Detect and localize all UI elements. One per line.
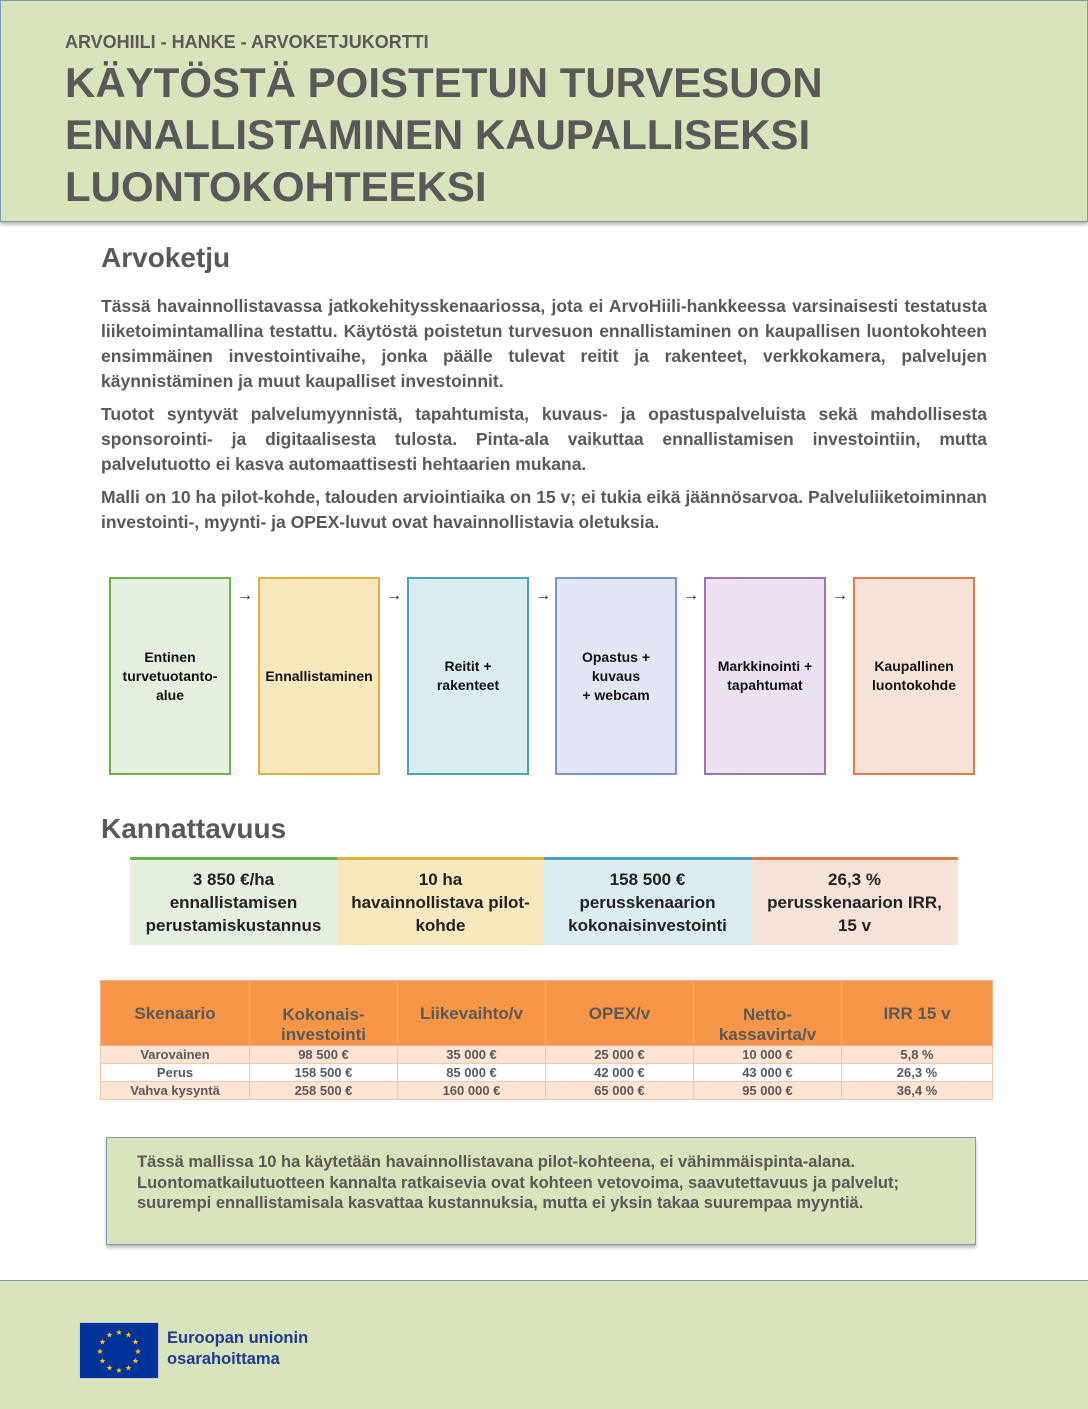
eu-star-icon: ★ — [98, 1337, 107, 1347]
page-header — [0, 0, 1088, 222]
table-cell: 258 500 € — [250, 1082, 398, 1100]
kpi-card: 26,3 % perusskenaarion IRR, 15 v — [751, 857, 958, 945]
table-row — [101, 1046, 993, 1064]
eu-flag-icon — [79, 1322, 159, 1379]
arrow-right-icon: → — [832, 587, 848, 604]
eu-star-icon: ★ — [105, 1330, 114, 1340]
scenario-table — [100, 980, 993, 1100]
column-header: Skenaario — [101, 981, 250, 1046]
eu-star-icon: ★ — [105, 1363, 114, 1373]
table-row — [101, 1082, 993, 1100]
flow-step: Markkinointi + tapahtumat — [704, 577, 826, 775]
kpi-card: 158 500 € perusskenaarion kokonaisinvestointi — [544, 857, 751, 945]
eu-star-icon: ★ — [124, 1330, 133, 1340]
table-header-row — [101, 981, 993, 1046]
column-header: Netto- kassavirta/v — [694, 981, 842, 1046]
arrow-right-icon: → — [386, 587, 402, 604]
value-chain-flow — [109, 577, 979, 779]
page-footer — [0, 1280, 1088, 1409]
column-header: Kokonais- investointi — [250, 981, 398, 1046]
eu-star-icon: ★ — [98, 1356, 107, 1366]
table-cell: 95 000 € — [694, 1082, 842, 1100]
table-cell: 10 000 € — [694, 1046, 842, 1064]
section-heading-profitability: Kannattavuus — [101, 813, 287, 844]
table-cell: 25 000 € — [546, 1046, 694, 1064]
column-header: OPEX/v — [546, 981, 694, 1046]
eu-star-icon: ★ — [115, 1366, 123, 1375]
eu-star-icon: ★ — [131, 1356, 140, 1366]
flow-step: Kaupallinen luontokohde — [853, 577, 975, 775]
intro-text — [101, 294, 987, 543]
table-cell: Vahva kysyntä — [101, 1082, 250, 1100]
arrow-right-icon: → — [535, 587, 551, 604]
intro-paragraph: Malli on 10 ha pilot-kohde, talouden arviointiaika on 15 v; ei tukia eikä jäännösarvoa. Palveluliiketoiminnan investointi-, myynti- ja OPEX-luvut ovat havainnollistavia oletuksia. — [101, 487, 987, 532]
intro-paragraph: Tässä havainnollistavassa jatkokehitysskenaariossa, jota ei ArvoHiili-hankkeessa varsinaisesti testatusta liiketoimintamallina testattu. Käytöstä poistetun turvesuon ennallistaminen on kaupallisen luontokohteen ensimmäinen investointivaihe, jonka päälle tulevat reitit ja rakenteet, verkkokamera, palvelujen käynnistäminen ja muut kaupalliset investoinnit. — [101, 296, 987, 391]
table-cell: 5,8 % — [842, 1046, 993, 1064]
table-cell: 42 000 € — [546, 1064, 694, 1082]
table-cell: 158 500 € — [250, 1064, 398, 1082]
table-cell: 85 000 € — [398, 1064, 546, 1082]
project-kicker: ARVOHIILI - HANKE - ARVOKETJUKORTTI — [65, 32, 429, 52]
table-cell: 160 000 € — [398, 1082, 546, 1100]
eu-star-icon: ★ — [115, 1328, 123, 1337]
column-header: Liikevaihto/v — [398, 981, 546, 1046]
eu-star-icon: ★ — [96, 1347, 104, 1356]
note-box: Tässä mallissa 10 ha käytetään havainnollistavana pilot-kohteena, ei vähimmäispinta-alana. Luontomatkailutuotteen kannalta ratkaisevia ovat kohteen vetovoima, saavutettavuus ja palvelut; suurempi ennallistamisala kasvattaa kustannuksia, mutta ei yksin takaa suurempaa myyntiä. — [106, 1137, 976, 1245]
arrow-right-icon: → — [683, 587, 699, 604]
table-row — [101, 1064, 993, 1082]
flow-step: Opastus + kuvaus + webcam — [555, 577, 677, 775]
kpi-row — [130, 857, 958, 945]
table-cell: Varovainen — [101, 1046, 250, 1064]
eu-star-icon: ★ — [131, 1337, 140, 1347]
column-header: IRR 15 v — [842, 981, 993, 1046]
flow-step: Ennallistaminen — [258, 577, 380, 775]
table-cell: 43 000 € — [694, 1064, 842, 1082]
table-cell: 35 000 € — [398, 1046, 546, 1064]
table-cell: 98 500 € — [250, 1046, 398, 1064]
flow-step: Entinen turvetuotanto- alue — [109, 577, 231, 775]
eu-star-icon: ★ — [134, 1347, 142, 1356]
table-cell: 26,3 % — [842, 1064, 993, 1082]
flow-step: Reitit + rakenteet — [407, 577, 529, 775]
table-cell: Perus — [101, 1064, 250, 1082]
section-heading-value-chain: Arvoketju — [101, 242, 231, 273]
arrow-right-icon: → — [237, 587, 253, 604]
intro-paragraph: Tuotot syntyvät palvelumyynnistä, tapahtumista, kuvaus- ja opastuspalveluista sekä mahdollisesta sponsorointi- ja digitaalisesta tulosta. Pinta-ala vaikuttaa ennallistamisen investointiin, mutta palvelutuotto ei kasva automaattisesti hehtaarien mukana. — [101, 404, 987, 474]
eu-star-icon: ★ — [124, 1363, 133, 1373]
page-title: KÄYTÖSTÄ POISTETUN TURVESUON ENNALLISTAMINEN KAUPALLISEKSI LUONTOKOHTEEKSI — [65, 59, 823, 210]
kpi-card: 3 850 €/ha ennallistamisen perustamiskustannus — [130, 857, 337, 945]
eu-funding-text: Euroopan unionin osarahoittama — [167, 1329, 309, 1368]
kpi-card: 10 ha havainnollistava pilot- kohde — [337, 857, 544, 945]
table-cell: 65 000 € — [546, 1082, 694, 1100]
table-cell: 36,4 % — [842, 1082, 993, 1100]
